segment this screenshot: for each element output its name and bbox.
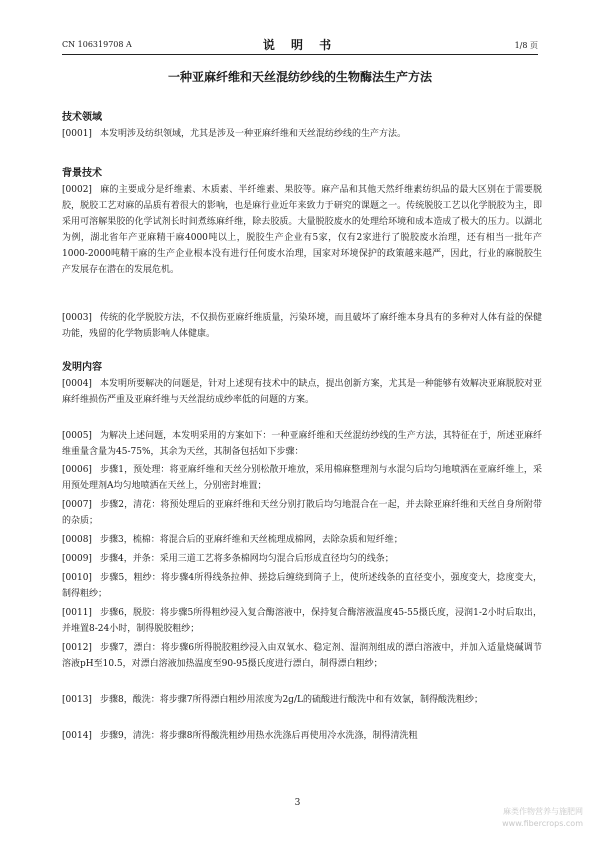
page-header: [62, 34, 538, 55]
paragraph-0011: [62, 605, 542, 637]
paragraph-number: [0012]: [62, 643, 92, 653]
paragraph-text: 步骤8，酸洗：将步骤7所得漂白粗纱用浓度为2g/L的硫酸进行酸洗中和有效氯，制得酸洗粗纱；: [100, 695, 483, 705]
page-number: 3: [294, 798, 301, 808]
paragraph-0009: [62, 551, 542, 567]
section-background: 背景技术: [62, 168, 102, 179]
paragraph-number: [0010]: [62, 573, 92, 583]
paragraph-0013: [62, 692, 542, 724]
paragraph-0001: [62, 126, 542, 142]
paragraph-number: [0003]: [62, 313, 92, 323]
paragraph-0005: [62, 428, 542, 460]
watermark-url: www.fibercrops.com: [502, 819, 583, 828]
paragraph-number: [0014]: [62, 731, 92, 741]
watermark-title: 麻类作物营养与施肥网: [503, 807, 583, 816]
paragraph-text: 步骤6，脱胶：将步骤5所得粗纱浸入复合酶溶液中，保持复合酶溶液温度45-55摄氏度，浸润1-2小时后取出，并堆置8-24小时，制得脱胶粗纱；: [62, 608, 542, 634]
paragraph-text: 步骤4，并条：采用三道工艺将多条棉网均匀混合后形成直径均匀的线条；: [100, 554, 394, 564]
paragraph-number: [0001]: [62, 129, 92, 139]
paragraph-text: 本发明所要解决的问题是，针对上述现有技术中的缺点，提出创新方案，尤其是一种能够有效解决亚麻脱胶对亚麻纤维损伤严重及亚麻纤维与天丝混纺成纱率低的问题的方案。: [62, 379, 542, 405]
paragraph-text: 步骤9，清洗：将步骤8所得酸洗粗纱用热水洗涤后再使用冷水洗涤，制得清洗粗: [100, 731, 418, 741]
paragraph-0002: [62, 182, 542, 308]
paragraph-number: [0013]: [62, 695, 92, 705]
paragraph-number: [0009]: [62, 554, 92, 564]
paragraph-0006: [62, 462, 542, 494]
document-type: 说 明 书: [262, 38, 338, 52]
paragraph-text: 步骤7，漂白：将步骤6所得脱胶粗纱浸入由双氧水、稳定剂、湿润剂组成的漂白溶液中，并加入适量烧碱调节溶液pH至10.5，对漂白溶液加热温度至90-95摄氏度进行漂白，制得漂白粗纱；: [62, 643, 542, 669]
page-of-total: 1/8 页: [514, 41, 538, 50]
paragraph-number: [0011]: [62, 608, 92, 618]
paragraph-text: 步骤2，清花：将预处理后的亚麻纤维和天丝分别打散后均匀地混合在一起，并去除亚麻纤维和天丝自身所附带的杂质；: [62, 500, 542, 526]
document-title: 一种亚麻纤维和天丝混纺纱线的生物酶法生产方法: [167, 70, 432, 84]
paragraph-0004: [62, 376, 542, 426]
paragraph-0003: [62, 310, 542, 344]
paragraph-text: 本发明涉及纺织领域，尤其是涉及一种亚麻纤维和天丝混纺纱线的生产方法。: [100, 129, 407, 139]
paragraph-0010: [62, 570, 542, 602]
site-watermark: [502, 806, 583, 830]
paragraph-text: 步骤3，梳棉：将混合后的亚麻纤维和天丝梳理成棉网，去除杂质和短纤维；: [100, 535, 403, 545]
paragraph-number: [0006]: [62, 465, 92, 475]
paragraph-text: 步骤1，预处理：将亚麻纤维和天丝分别松散开堆放，采用棉麻整理剂与水混匀后均匀地喷洒在亚麻纤维上，采用预处理剂A均匀地喷洒在天丝上，分别密封堆置；: [62, 465, 542, 491]
paragraph-text: 传统的化学脱胶方法，不仅损伤亚麻纤维质量，污染环境，而且破坏了麻纤维本身具有的多种对人体有益的保健功能，残留的化学物质影响人体健康。: [62, 313, 542, 339]
paragraph-number: [0004]: [62, 379, 92, 389]
section-invention: 发明内容: [62, 362, 102, 373]
paragraph-number: [0002]: [62, 185, 92, 195]
section-tech-field: 技术领域: [62, 112, 102, 123]
paragraph-number: [0005]: [62, 431, 92, 441]
paragraph-0008: [62, 532, 542, 548]
paragraph-text: 步骤5，粗纱：将步骤4所得线条拉伸、搓捻后缠绕到筒子上，使所述线条的直径变小，强度变大，捻度变大，制得粗纱；: [62, 573, 542, 599]
paragraph-0014: [62, 728, 542, 744]
paragraph-number: [0007]: [62, 500, 92, 510]
paragraph-number: [0008]: [62, 535, 92, 545]
paragraph-text: 麻的主要成分是纤维素、木质素、半纤维素、果胶等。麻产品和其他天然纤维素纺织品的最大区别在于需要脱胶，脱胶工艺对麻的品质有着很大的影响，也是麻行业近年来致力于研究的课题之一。传统脱胶工艺以化学脱胶为主，即采用可溶解果胶的化学试剂长时间煮练麻纤维，除去胶质。大量脱胶废水的处理给环境和成本造成了极大的压力。以湖北为例，湖北省年产亚麻精干麻4000吨以上，脱胶生产企业有5家，仅有2家进行了脱胶废水治理，还有相当一批年产1000-2000吨精干麻的生产企业根本没有进行任何废水治理，国家对环境保护的政策越来越严，因此，行业的麻脱胶生产发展存在潜在的发展危机。: [62, 185, 542, 275]
paragraph-0012: [62, 640, 542, 688]
paragraph-0007: [62, 497, 542, 529]
paragraph-text: 为解决上述问题，本发明采用的方案如下：一种亚麻纤维和天丝混纺纱线的生产方法，其特征在于，所述亚麻纤维重量含量为45-75%，其余为天丝，其制备包括如下步骤：: [62, 431, 542, 457]
patent-number: CN 106319708 A: [62, 40, 132, 49]
